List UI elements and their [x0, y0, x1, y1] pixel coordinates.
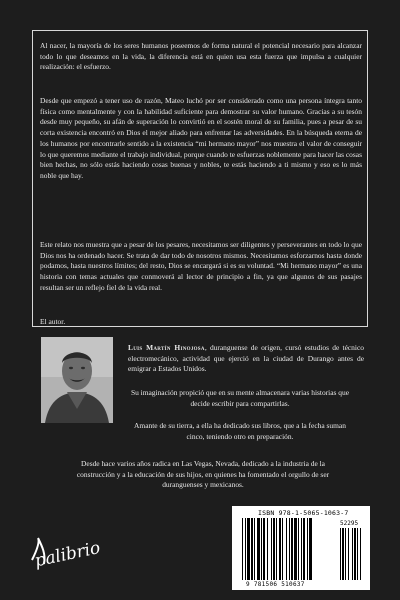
author-bio-paragraph-2: Su imaginación propició que en su mente almacenara varias historias que decide escribir para compartirlas.: [130, 388, 350, 408]
palibrio-logo: [26, 530, 108, 574]
barcode-bars: [232, 506, 370, 590]
svg-text:palibrio: palibrio: [32, 538, 103, 572]
isbn-barcode: [232, 506, 370, 590]
author-bio-paragraph-4: Desde hace varios años radica en Las Vegas, Nevada, dedicado a la industria de la construcción y a la educación de sus hijos, en quienes ha fomentado el orgullo de ser duranguenses y mexicanos.: [76, 459, 330, 490]
price-addon: 52295: [340, 520, 359, 527]
author-photo: [41, 337, 113, 423]
synopsis-paragraph-1: Al nacer, la mayoría de los seres humanos poseemos de forma natural el potencial necesario para alcanzar todo lo que deseamos en la vida, la diferencia está en quien usa esta fuerza que impulsa a cualquier realización: el esfuerzo.: [40, 41, 362, 72]
author-signature: El autor.: [40, 317, 66, 326]
synopsis-paragraph-3: Este relato nos muestra que a pesar de los pesares, necesitamos ser diligentes y perseverantes en todo lo que Dios nos ha ordenado hacer. Se trata de dar todo de nosotros mismos. Necesitamos esforzarnos hasta donde podamos, hasta nuestros límites; del resto, Dios se encargará si es su voluntad. “Mi hermano mayor” es una historia con temas actuales que conmoverá al lector de principio a fin, ya que algunos de sus pasajes resultan ser un reflejo fiel de la vida real.: [40, 240, 362, 292]
author-bio-paragraph-1: Luis Martín Hinojosa, duranguense de origen, cursó estudios de técnico electromecánico, actividad que ejerció en la ciudad de Durango antes de emigrar a Estados Unidos.: [128, 343, 364, 374]
author-bio-paragraph-3: Amante de su tierra, a ella ha dedicado sus libros, que a la fecha suman cinco, teniendo otro en preparación.: [134, 421, 346, 441]
synopsis-paragraph-2: Desde que empezó a tener uso de razón, Mateo luchó por ser considerado como una persona íntegra tanto física como mentalmente y con la habilidad suficiente para demostrar su valor humano. Gracias a su tesón desde muy pequeño, su afán de superación lo convirtió en el sostén moral de su familia, pues a pesar de su corta existencia encontró en Dios el mejor aliado para enfrentar las adversidades. En la búsqueda eterna de los humanos por encontrarle sentido a la existencia “mi hermano mayor” nos muestra el valor de conseguir lo que queremos mediante el trabajo individual, porque cuando te esfuerzas noblemente para hacer las cosas bien hechas, no sólo estás haciendo cosas buenas y nobles, te estás haciendo a ti mismo y eso es lo más noble que hay.: [40, 96, 362, 180]
isbn-digits: 9 781506 510637: [246, 581, 305, 588]
author-name: Luis Martín Hinojosa: [128, 343, 205, 352]
isbn-label: ISBN 978-1-5065-1063-7: [258, 509, 349, 517]
